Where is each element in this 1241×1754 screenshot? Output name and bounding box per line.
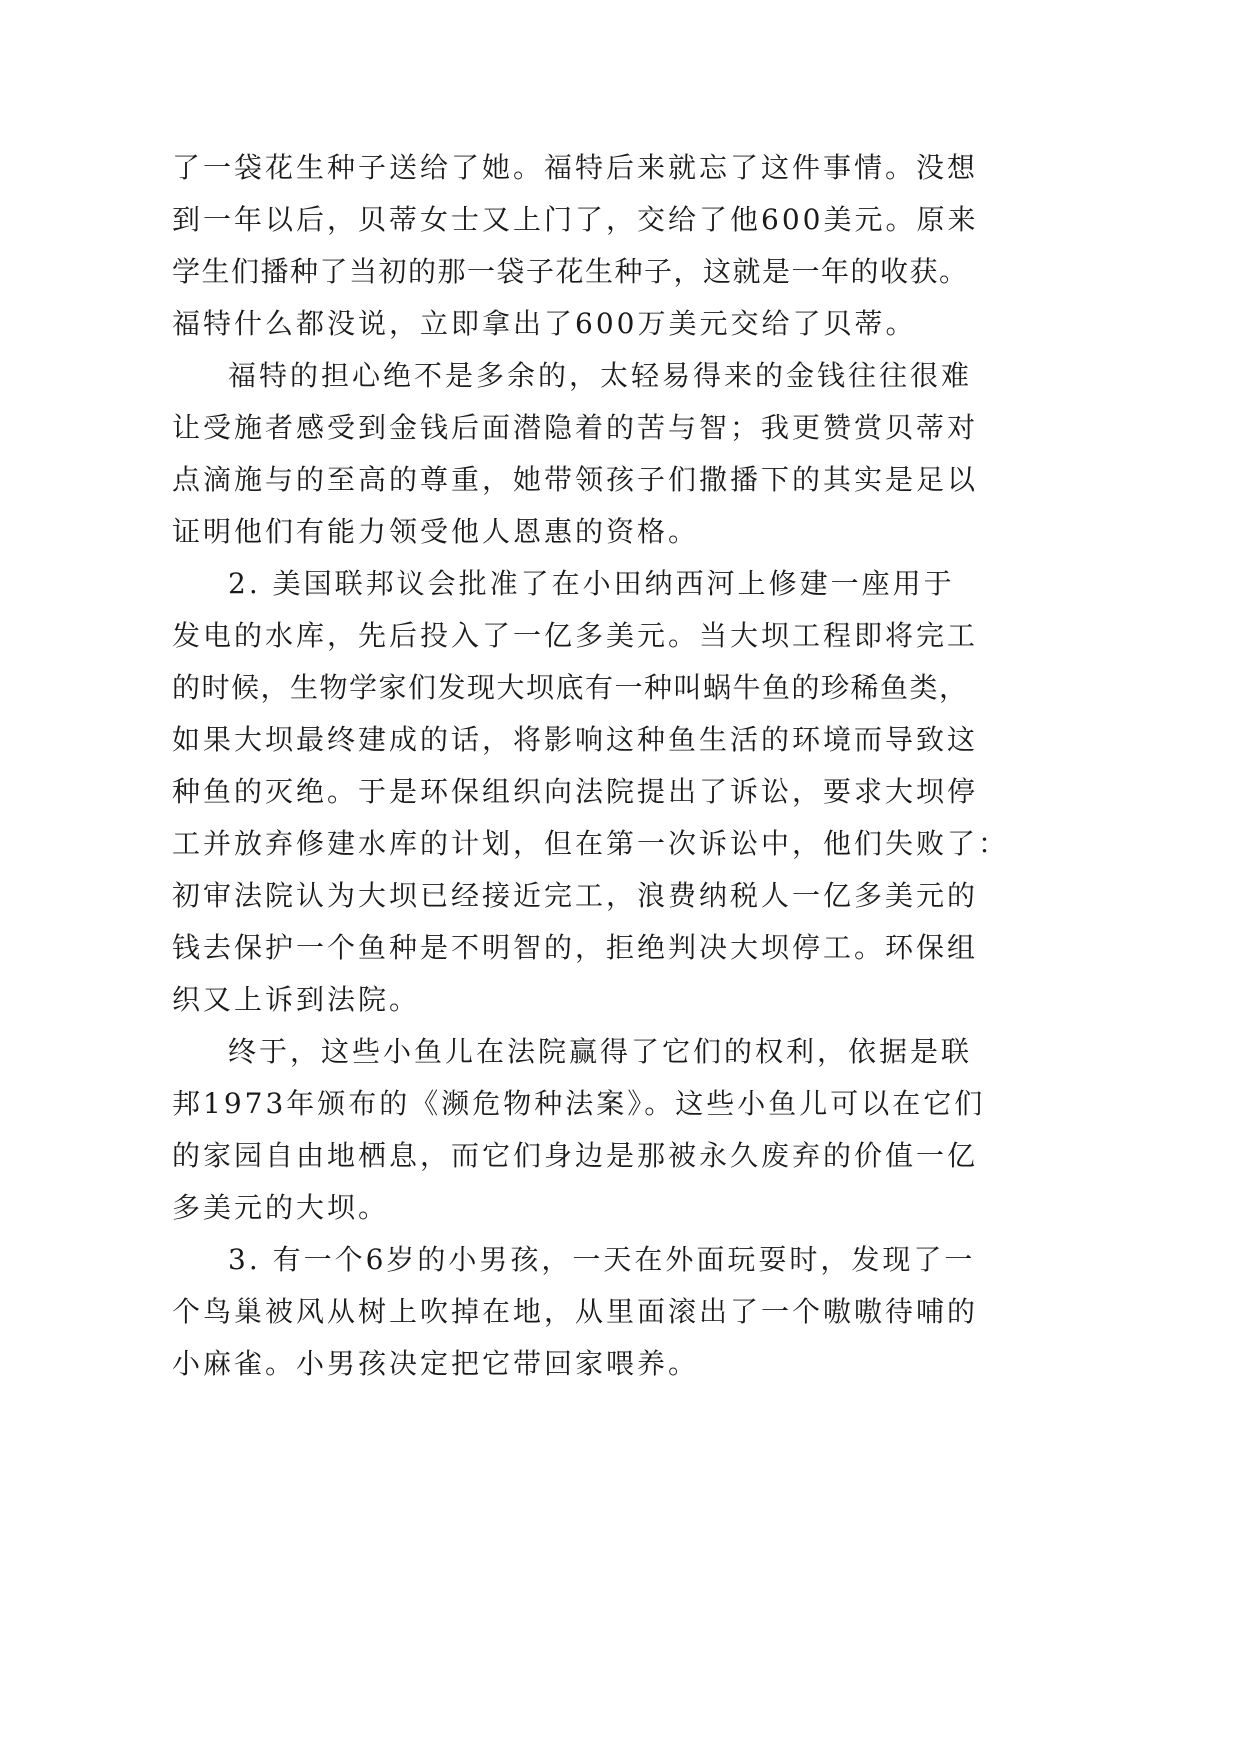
paragraph-first-line: 福特的担心绝不是多余的，太轻易得来的金钱往往很难	[228, 359, 973, 392]
text-line: 种鱼的灭绝。于是环保组织向法院提出了诉讼，要求大坝停	[172, 775, 979, 808]
paragraph-first-line: 2. 美国联邦议会批准了在小田纳西河上修建一座用于	[228, 567, 955, 600]
paragraph-first-line: 终于，这些小鱼儿在法院赢得了它们的权利，依据是联	[228, 1035, 973, 1068]
text-line: 点滴施与的至高的尊重，她带领孩子们撒播下的其实是足以	[172, 463, 979, 496]
text-line: 个鸟巢被风从树上吹掉在地，从里面滚出了一个嗷嗷待哺的	[172, 1295, 979, 1328]
text-line: 工并放弃修建水库的计划，但在第一次诉讼中，他们失败了：	[172, 827, 1010, 860]
text-line: 福特什么都没说，立即拿出了600万美元交给了贝蒂。	[172, 307, 917, 340]
text-line: 多美元的大坝。	[172, 1191, 390, 1224]
text-line: 邦1973年颁布的《濒危物种法案》。这些小鱼儿可以在它们	[172, 1087, 986, 1120]
paragraph-first-line: 3. 有一个6岁的小男孩，一天在外面玩耍时，发现了一	[228, 1243, 976, 1276]
text-line: 的时候，生物学家们发现大坝底有一种叫蜗牛鱼的珍稀鱼类，	[172, 671, 969, 704]
text-line: 到一年以后，贝蒂女士又上门了，交给了他600美元。原来	[172, 203, 979, 236]
text-line: 织又上诉到法院。	[172, 983, 421, 1016]
text-line: 的家园自由地栖息，而它们身边是那被永久废弃的价值一亿	[172, 1139, 979, 1172]
text-line: 如果大坝最终建成的话，将影响这种鱼生活的环境而导致这	[172, 723, 979, 756]
text-line: 发电的水库，先后投入了一亿多美元。当大坝工程即将完工	[172, 619, 979, 652]
text-line: 了一袋花生种子送给了她。福特后来就忘了这件事情。没想	[172, 151, 979, 184]
text-line: 钱去保护一个鱼种是不明智的，拒绝判决大坝停工。环保组	[172, 931, 979, 964]
text-line: 学生们播种了当初的那一袋子花生种子，这就是一年的收获。	[172, 255, 969, 288]
text-line: 初审法院认为大坝已经接近完工，浪费纳税人一亿多美元的	[172, 879, 979, 912]
text-line: 小麻雀。小男孩决定把它带回家喂养。	[172, 1347, 700, 1380]
text-line: 证明他们有能力领受他人恩惠的资格。	[172, 515, 700, 548]
text-line: 让受施者感受到金钱后面潜隐着的苦与智；我更赞赏贝蒂对	[172, 411, 979, 444]
